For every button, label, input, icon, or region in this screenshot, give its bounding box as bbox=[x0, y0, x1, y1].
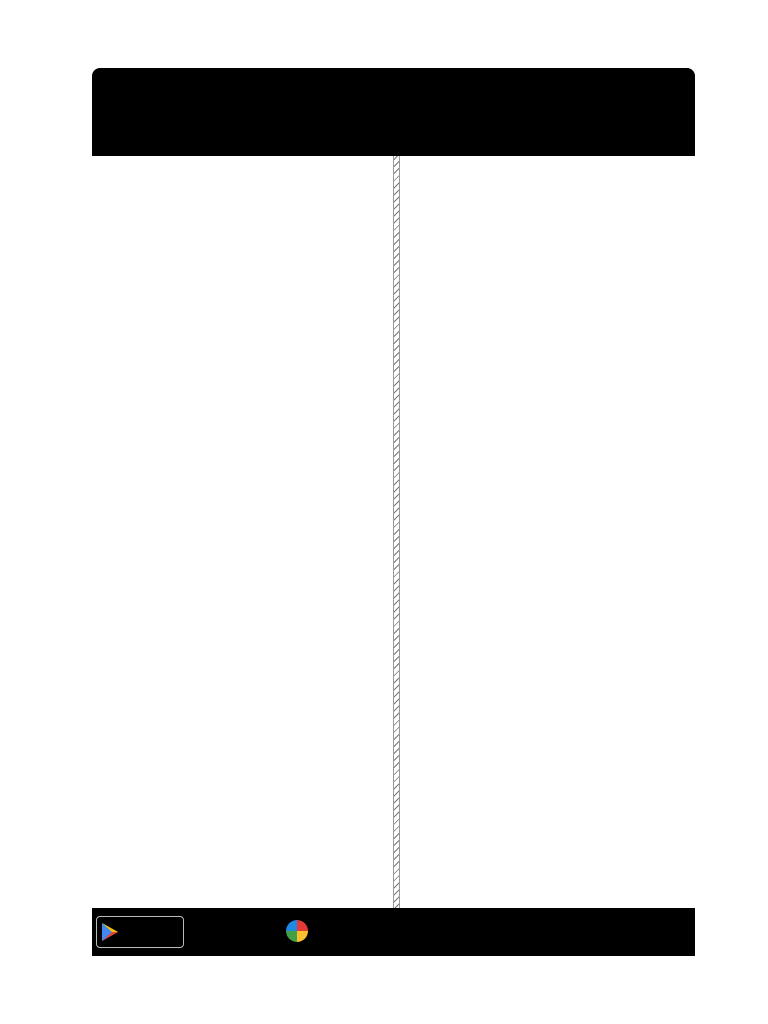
play-store-icon bbox=[101, 922, 119, 942]
academy-logo-icon bbox=[286, 920, 308, 942]
worksheet-page bbox=[92, 68, 695, 956]
page-header bbox=[92, 68, 695, 156]
column-divider bbox=[393, 156, 400, 908]
google-play-badge[interactable] bbox=[96, 916, 184, 948]
page-title bbox=[92, 68, 695, 76]
left-column bbox=[92, 156, 392, 908]
right-column bbox=[402, 156, 695, 908]
footer-banner bbox=[92, 908, 695, 956]
